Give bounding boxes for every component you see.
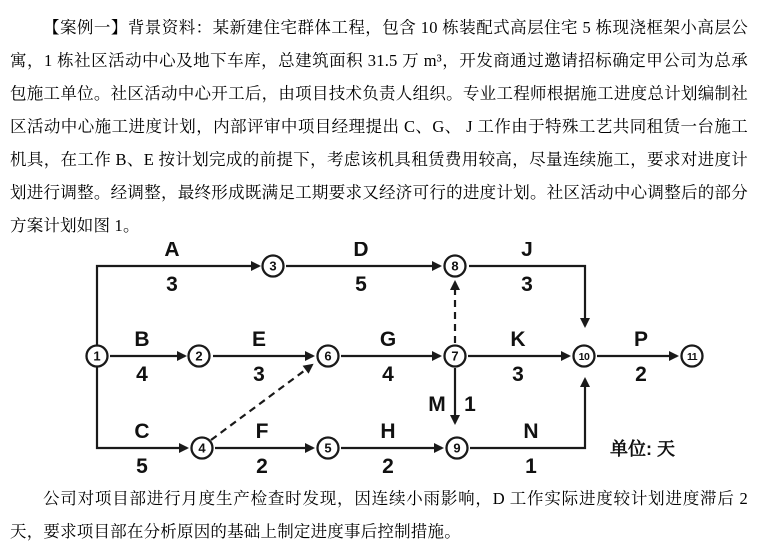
node-2-label: 2: [195, 348, 203, 364]
activity-H-duration: 2: [382, 455, 394, 478]
node-8-label: 8: [451, 258, 459, 274]
node-11-label: 11: [686, 351, 698, 363]
activity-H-name: H: [380, 420, 396, 443]
node-3: [263, 256, 284, 277]
node-6-label: 6: [324, 348, 332, 364]
node-1-label: 1: [93, 348, 101, 364]
activity-J-name: J: [521, 242, 533, 261]
activity-B-name: B: [134, 328, 150, 351]
activity-F-duration: 2: [256, 455, 268, 478]
activity-C-duration: 5: [136, 455, 148, 478]
activity-N-duration: 1: [525, 455, 537, 478]
activity-P-name: P: [633, 328, 649, 351]
node-5: [318, 438, 339, 459]
activity-J-duration: 3: [521, 273, 533, 296]
activity-A-arrow: [97, 266, 259, 345]
inspection-result-paragraph: 公司对项目部进行月度生产检查时发现，因连续小雨影响，D 工作实际进度较计划进度滞后 2 天，要求项目部在分析原因的基础上制定进度事后控制措施。: [10, 489, 748, 541]
node-11: [682, 346, 703, 367]
node-2: [189, 346, 210, 367]
activity-M-name: M: [428, 393, 446, 416]
network-diagram: [0, 242, 760, 482]
activity-G-duration: 4: [382, 363, 394, 386]
activity-G-name: G: [379, 328, 397, 351]
node-4-label: 4: [198, 440, 206, 456]
activity-F-name: F: [255, 420, 269, 443]
node-8: [445, 256, 466, 277]
activity-C-name: C: [134, 420, 150, 443]
activity-P-duration: 2: [635, 363, 647, 386]
activity-K-duration: 3: [512, 363, 524, 386]
node-9-label: 9: [453, 440, 461, 456]
activity-B-duration: 4: [136, 363, 148, 386]
node-9: [447, 438, 468, 459]
activity-D-duration: 5: [355, 273, 367, 296]
node-7-label: 7: [451, 348, 459, 364]
node-6: [318, 346, 339, 367]
node-10: [574, 346, 595, 367]
node-3-label: 3: [269, 258, 277, 274]
activity-E-duration: 3: [253, 363, 265, 386]
activity-A-duration: 3: [166, 273, 178, 296]
node-1: [87, 346, 108, 367]
node-4: [192, 438, 213, 459]
activity-A-name: A: [164, 242, 180, 261]
node-7: [445, 346, 466, 367]
activity-N-name: N: [523, 420, 539, 443]
activity-D-name: D: [353, 242, 369, 261]
activity-E-name: E: [251, 328, 267, 351]
node-10-label: 10: [578, 351, 590, 363]
activity-M-duration: 1: [464, 393, 476, 416]
unit-label: 单位: 天: [610, 439, 675, 459]
node-5-label: 5: [324, 440, 332, 456]
case-background-paragraph: 【案例一】背景资料：某新建住宅群体工程，包含 10 栋装配式高层住宅 5 栋现浇框架小高层公寓，1 栋社区活动中心及地下车库，总建筑面积 31.5 万 m³，开发商通过邀请招标确定甲公司为总承包施工单位。社区活动中心开工后，由项目技术负责人组织。专业工程师根据施工进度总计划编制社区活动中心施工进度计划，内部评审中项目经理提出 C、G、 J 工作由于特殊工艺共同租赁一台施工机具，在工作 B、E 按计划完成的前提下，考虑该机具租赁费用较高，尽量连续施工，要求对进度计划进行调整。经调整，最终形成既满足工期要求又经济可行的进度计划。社区活动中心调整后的部分方案计划如图 1。: [10, 18, 748, 235]
activity-K-name: K: [510, 328, 526, 351]
